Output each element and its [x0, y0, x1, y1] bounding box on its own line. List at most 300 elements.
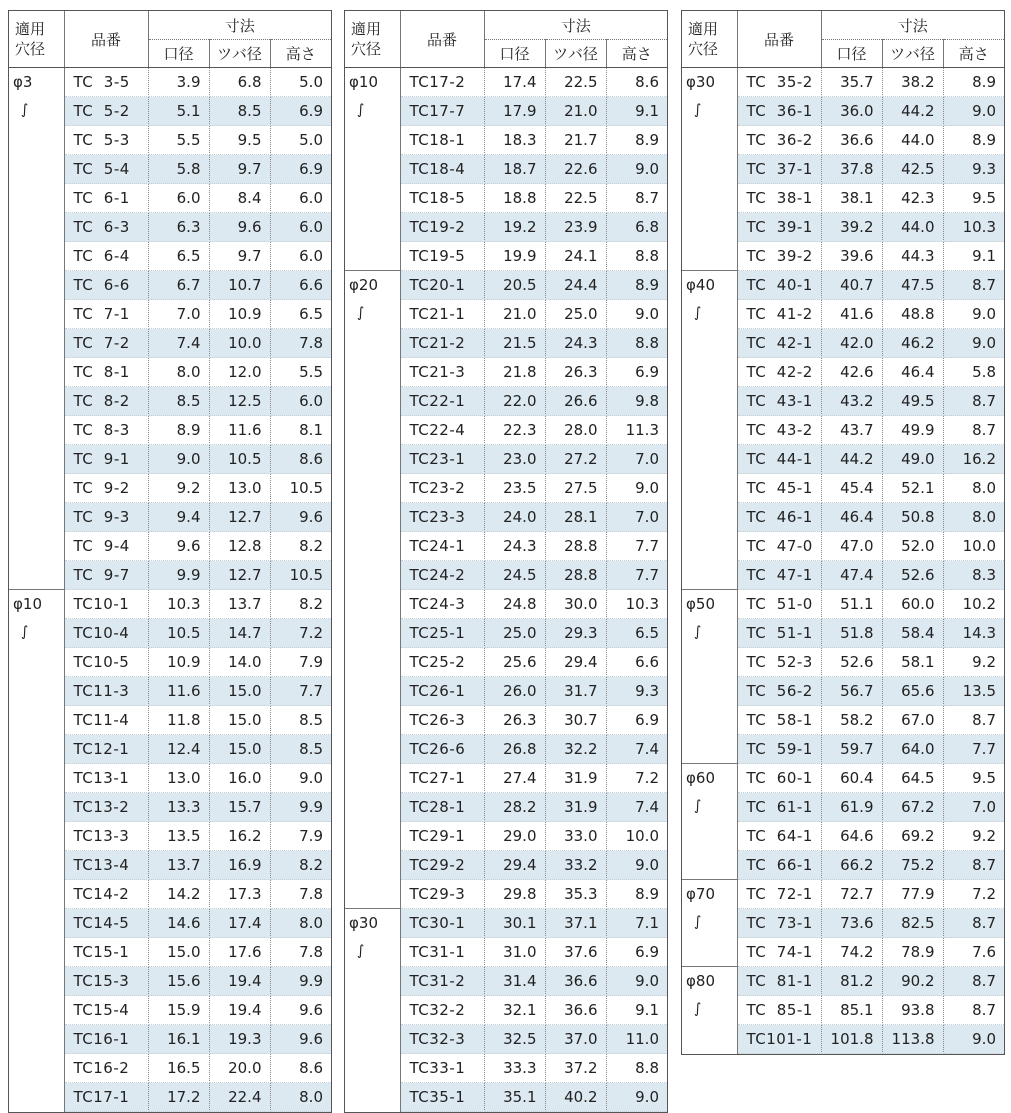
part-number-cell: TC11-4	[64, 706, 148, 735]
flange-diameter-cell: 9.7	[209, 155, 270, 184]
height-cell: 8.6	[606, 68, 667, 97]
mouth-diameter-cell: 18.7	[484, 155, 545, 184]
height-cell: 9.0	[606, 851, 667, 880]
part-number-cell: TC21-2	[400, 329, 484, 358]
height-cell: 10.5	[270, 474, 331, 503]
part-number-cell: TC 35-2	[737, 68, 821, 97]
height-cell: 6.8	[606, 213, 667, 242]
part-number-cell: TC14-5	[64, 909, 148, 938]
mouth-diameter-cell: 58.2	[821, 706, 882, 735]
flange-diameter-cell: 60.0	[882, 590, 943, 619]
hole-diameter-label: φ80	[686, 972, 715, 990]
height-cell: 13.5	[943, 677, 1004, 706]
part-number-cell: TC 61-1	[737, 793, 821, 822]
flange-diameter-cell: 52.6	[882, 561, 943, 590]
flange-diameter-cell: 30.0	[545, 590, 606, 619]
flange-diameter-cell: 28.0	[545, 416, 606, 445]
mouth-diameter-cell: 24.5	[484, 561, 545, 590]
mouth-diameter-cell: 15.9	[148, 996, 209, 1025]
range-mark: ∫	[694, 305, 702, 321]
mouth-diameter-cell: 3.9	[148, 68, 209, 97]
height-cell: 10.0	[943, 532, 1004, 561]
height-cell: 8.0	[270, 1083, 331, 1112]
part-number-cell: TC27-1	[400, 764, 484, 793]
height-cell: 10.2	[943, 590, 1004, 619]
height-cell: 10.3	[943, 213, 1004, 242]
mouth-diameter-cell: 36.6	[821, 126, 882, 155]
flange-diameter-cell: 21.0	[545, 97, 606, 126]
mouth-diameter-cell: 43.7	[821, 416, 882, 445]
height-cell: 10.5	[270, 561, 331, 590]
flange-diameter-cell: 67.0	[882, 706, 943, 735]
part-number-cell: TC 6-6	[64, 271, 148, 300]
height-cell: 7.8	[270, 329, 331, 358]
height-cell: 8.7	[943, 967, 1004, 996]
flange-diameter-cell: 19.3	[209, 1025, 270, 1054]
height-cell: 9.5	[943, 184, 1004, 213]
height-cell: 6.5	[270, 300, 331, 329]
flange-diameter-cell: 28.8	[545, 532, 606, 561]
height-cell: 6.0	[270, 213, 331, 242]
part-number-cell: TC19-2	[400, 213, 484, 242]
height-cell: 9.3	[943, 155, 1004, 184]
spec-table	[345, 11, 667, 1112]
mouth-diameter-cell: 25.6	[484, 648, 545, 677]
part-number-cell: TC29-3	[400, 880, 484, 909]
part-number-cell: TC 8-3	[64, 416, 148, 445]
flange-diameter-cell: 31.9	[545, 793, 606, 822]
height-cell: 8.2	[270, 532, 331, 561]
flange-diameter-cell: 33.2	[545, 851, 606, 880]
height-cell: 9.6	[270, 503, 331, 532]
flange-diameter-cell: 8.5	[209, 97, 270, 126]
flange-diameter-cell: 22.4	[209, 1083, 270, 1112]
flange-diameter-cell: 28.8	[545, 561, 606, 590]
range-mark: ∫	[694, 798, 702, 814]
table-row	[682, 271, 1004, 300]
part-number-cell: TC32-3	[400, 1025, 484, 1054]
height-cell: 6.0	[270, 387, 331, 416]
mouth-diameter-cell: 47.0	[821, 532, 882, 561]
mouth-diameter-cell: 38.1	[821, 184, 882, 213]
mouth-diameter-cell: 66.2	[821, 851, 882, 880]
mouth-diameter-cell: 19.9	[484, 242, 545, 271]
part-number-cell: TC 42-2	[737, 358, 821, 387]
spec-table	[682, 11, 1004, 1054]
mouth-diameter-cell: 22.3	[484, 416, 545, 445]
part-number-cell: TC 43-1	[737, 387, 821, 416]
range-mark: ∫	[21, 102, 29, 118]
height-cell: 9.8	[606, 387, 667, 416]
flange-diameter-cell: 38.2	[882, 68, 943, 97]
flange-diameter-cell: 15.7	[209, 793, 270, 822]
flange-diameter-cell: 64.0	[882, 735, 943, 764]
header-flange-diameter: ツバ径	[882, 40, 943, 68]
flange-diameter-cell: 24.1	[545, 242, 606, 271]
mouth-diameter-cell: 13.3	[148, 793, 209, 822]
mouth-diameter-cell: 28.2	[484, 793, 545, 822]
flange-diameter-cell: 78.9	[882, 938, 943, 967]
header-part-number: 品番	[400, 11, 484, 68]
hole-diameter-group	[682, 967, 737, 1054]
mouth-diameter-cell: 11.6	[148, 677, 209, 706]
mouth-diameter-cell: 18.8	[484, 184, 545, 213]
hole-diameter-group	[682, 764, 737, 880]
height-cell: 6.6	[606, 648, 667, 677]
flange-diameter-cell: 37.1	[545, 909, 606, 938]
part-number-cell: TC14-2	[64, 880, 148, 909]
mouth-diameter-cell: 16.5	[148, 1054, 209, 1083]
mouth-diameter-cell: 52.6	[821, 648, 882, 677]
part-number-cell: TC 46-1	[737, 503, 821, 532]
flange-diameter-cell: 23.9	[545, 213, 606, 242]
mouth-diameter-cell: 40.7	[821, 271, 882, 300]
part-number-cell: TC35-1	[400, 1083, 484, 1112]
mouth-diameter-cell: 11.8	[148, 706, 209, 735]
header-part-number: 品番	[64, 11, 148, 68]
flange-diameter-cell: 20.0	[209, 1054, 270, 1083]
mouth-diameter-cell: 61.9	[821, 793, 882, 822]
part-number-cell: TC 9-3	[64, 503, 148, 532]
part-number-cell: TC 81-1	[737, 967, 821, 996]
flange-diameter-cell: 75.2	[882, 851, 943, 880]
part-number-cell: TC 8-1	[64, 358, 148, 387]
mouth-diameter-cell: 10.9	[148, 648, 209, 677]
mouth-diameter-cell: 19.2	[484, 213, 545, 242]
mouth-diameter-cell: 9.6	[148, 532, 209, 561]
flange-diameter-cell: 24.3	[545, 329, 606, 358]
hole-diameter-group	[682, 68, 737, 271]
flange-diameter-cell: 37.0	[545, 1025, 606, 1054]
height-cell: 9.0	[943, 97, 1004, 126]
flange-diameter-cell: 30.7	[545, 706, 606, 735]
flange-diameter-cell: 9.5	[209, 126, 270, 155]
range-mark: ∫	[694, 102, 702, 118]
flange-diameter-cell: 12.0	[209, 358, 270, 387]
mouth-diameter-cell: 30.1	[484, 909, 545, 938]
height-cell: 8.7	[943, 706, 1004, 735]
flange-diameter-cell: 52.1	[882, 474, 943, 503]
height-cell: 8.8	[606, 329, 667, 358]
part-number-cell: TC 58-1	[737, 706, 821, 735]
part-number-cell: TC 9-1	[64, 445, 148, 474]
height-cell: 7.6	[943, 938, 1004, 967]
mouth-diameter-cell: 12.4	[148, 735, 209, 764]
part-number-cell: TC19-5	[400, 242, 484, 271]
range-mark: ∫	[694, 914, 702, 930]
height-cell: 9.0	[606, 1083, 667, 1112]
mouth-diameter-cell: 36.0	[821, 97, 882, 126]
height-cell: 8.2	[270, 851, 331, 880]
part-number-cell: TC18-1	[400, 126, 484, 155]
part-number-cell: TC15-1	[64, 938, 148, 967]
mouth-diameter-cell: 20.5	[484, 271, 545, 300]
height-cell: 8.2	[270, 590, 331, 619]
height-cell: 7.4	[606, 793, 667, 822]
range-mark: ∫	[357, 305, 365, 321]
mouth-diameter-cell: 101.8	[821, 1025, 882, 1054]
flange-diameter-cell: 16.2	[209, 822, 270, 851]
mouth-diameter-cell: 9.4	[148, 503, 209, 532]
height-cell: 11.3	[606, 416, 667, 445]
part-number-cell: TC 42-1	[737, 329, 821, 358]
part-number-cell: TC 5-3	[64, 126, 148, 155]
height-cell: 7.2	[606, 764, 667, 793]
mouth-diameter-cell: 26.8	[484, 735, 545, 764]
height-cell: 7.4	[606, 735, 667, 764]
mouth-diameter-cell: 8.9	[148, 416, 209, 445]
height-cell: 9.6	[270, 1025, 331, 1054]
height-cell: 7.9	[270, 822, 331, 851]
height-cell: 8.0	[943, 474, 1004, 503]
flange-diameter-cell: 31.7	[545, 677, 606, 706]
flange-diameter-cell: 16.9	[209, 851, 270, 880]
mouth-diameter-cell: 23.5	[484, 474, 545, 503]
height-cell: 8.5	[270, 735, 331, 764]
flange-diameter-cell: 26.3	[545, 358, 606, 387]
height-cell: 7.9	[270, 648, 331, 677]
part-number-cell: TC 9-7	[64, 561, 148, 590]
height-cell: 8.7	[943, 387, 1004, 416]
mouth-diameter-cell: 29.0	[484, 822, 545, 851]
flange-diameter-cell: 14.0	[209, 648, 270, 677]
part-number-cell: TC21-3	[400, 358, 484, 387]
flange-diameter-cell: 90.2	[882, 967, 943, 996]
height-cell: 9.0	[606, 474, 667, 503]
mouth-diameter-cell: 15.0	[148, 938, 209, 967]
height-cell: 6.5	[606, 619, 667, 648]
flange-diameter-cell: 9.6	[209, 213, 270, 242]
height-cell: 8.8	[606, 1054, 667, 1083]
flange-diameter-cell: 28.1	[545, 503, 606, 532]
mouth-diameter-cell: 39.6	[821, 242, 882, 271]
mouth-diameter-cell: 10.3	[148, 590, 209, 619]
part-number-cell: TC 9-4	[64, 532, 148, 561]
mouth-diameter-cell: 16.1	[148, 1025, 209, 1054]
mouth-diameter-cell: 17.4	[484, 68, 545, 97]
mouth-diameter-cell: 23.0	[484, 445, 545, 474]
part-number-cell: TC 60-1	[737, 764, 821, 793]
height-cell: 9.3	[606, 677, 667, 706]
part-number-cell: TC32-2	[400, 996, 484, 1025]
mouth-diameter-cell: 35.7	[821, 68, 882, 97]
mouth-diameter-cell: 24.3	[484, 532, 545, 561]
mouth-diameter-cell: 14.6	[148, 909, 209, 938]
part-number-cell: TC31-1	[400, 938, 484, 967]
range-mark: ∫	[21, 624, 29, 640]
mouth-diameter-cell: 5.8	[148, 155, 209, 184]
part-number-cell: TC10-5	[64, 648, 148, 677]
height-cell: 9.1	[943, 242, 1004, 271]
part-number-cell: TC 45-1	[737, 474, 821, 503]
flange-diameter-cell: 50.8	[882, 503, 943, 532]
part-number-cell: TC30-1	[400, 909, 484, 938]
part-number-cell: TC 5-2	[64, 97, 148, 126]
height-cell: 8.7	[606, 184, 667, 213]
mouth-diameter-cell: 6.7	[148, 271, 209, 300]
hole-diameter-label: φ60	[686, 769, 715, 787]
height-cell: 8.7	[943, 996, 1004, 1025]
table-row	[682, 764, 1004, 793]
height-cell: 7.7	[270, 677, 331, 706]
mouth-diameter-cell: 45.4	[821, 474, 882, 503]
part-number-cell: TC 36-1	[737, 97, 821, 126]
flange-diameter-cell: 64.5	[882, 764, 943, 793]
height-cell: 8.7	[943, 851, 1004, 880]
part-number-cell: TC 41-2	[737, 300, 821, 329]
flange-diameter-cell: 44.3	[882, 242, 943, 271]
part-number-cell: TC28-1	[400, 793, 484, 822]
part-number-cell: TC 37-1	[737, 155, 821, 184]
height-cell: 9.0	[270, 764, 331, 793]
table-row	[345, 909, 667, 938]
mouth-diameter-cell: 21.5	[484, 329, 545, 358]
part-number-cell: TC 36-2	[737, 126, 821, 155]
part-number-cell: TC 6-4	[64, 242, 148, 271]
part-number-cell: TC25-1	[400, 619, 484, 648]
spec-table-panel-1	[8, 10, 332, 1113]
height-cell: 7.0	[606, 503, 667, 532]
height-cell: 9.0	[606, 155, 667, 184]
flange-diameter-cell: 11.6	[209, 416, 270, 445]
height-cell: 8.7	[943, 909, 1004, 938]
flange-diameter-cell: 49.5	[882, 387, 943, 416]
hole-diameter-group	[9, 590, 64, 1112]
part-number-cell: TC 6-3	[64, 213, 148, 242]
part-number-cell: TC 38-1	[737, 184, 821, 213]
part-number-cell: TC29-1	[400, 822, 484, 851]
part-number-cell: TC 6-1	[64, 184, 148, 213]
part-number-cell: TC 40-1	[737, 271, 821, 300]
part-number-cell: TC 59-1	[737, 735, 821, 764]
part-number-cell: TC18-5	[400, 184, 484, 213]
flange-diameter-cell: 33.0	[545, 822, 606, 851]
mouth-diameter-cell: 29.8	[484, 880, 545, 909]
mouth-diameter-cell: 44.2	[821, 445, 882, 474]
range-mark: ∫	[694, 1001, 702, 1017]
part-number-cell: TC 9-2	[64, 474, 148, 503]
part-number-cell: TC17-7	[400, 97, 484, 126]
part-number-cell: TC13-3	[64, 822, 148, 851]
header-mouth-diameter: 口径	[484, 40, 545, 68]
mouth-diameter-cell: 9.2	[148, 474, 209, 503]
flange-diameter-cell: 15.0	[209, 677, 270, 706]
mouth-diameter-cell: 42.6	[821, 358, 882, 387]
mouth-diameter-cell: 17.2	[148, 1083, 209, 1112]
part-number-cell: TC29-2	[400, 851, 484, 880]
mouth-diameter-cell: 56.7	[821, 677, 882, 706]
height-cell: 5.0	[270, 126, 331, 155]
height-cell: 7.7	[943, 735, 1004, 764]
height-cell: 8.9	[606, 126, 667, 155]
part-number-cell: TC26-3	[400, 706, 484, 735]
flange-diameter-cell: 93.8	[882, 996, 943, 1025]
hole-diameter-label: φ10	[13, 595, 42, 613]
table-row	[682, 68, 1004, 97]
part-number-cell: TC26-1	[400, 677, 484, 706]
mouth-diameter-cell: 43.2	[821, 387, 882, 416]
header-hole-diameter: 適用 穴径	[682, 11, 737, 68]
flange-diameter-cell: 10.0	[209, 329, 270, 358]
part-number-cell: TC 7-2	[64, 329, 148, 358]
hole-diameter-label: φ3	[13, 73, 33, 91]
flange-diameter-cell: 17.6	[209, 938, 270, 967]
hole-diameter-group	[682, 880, 737, 967]
flange-diameter-cell: 49.9	[882, 416, 943, 445]
table-row	[682, 880, 1004, 909]
part-number-cell: TC11-3	[64, 677, 148, 706]
flange-diameter-cell: 21.7	[545, 126, 606, 155]
height-cell: 6.9	[606, 938, 667, 967]
part-number-cell: TC 85-1	[737, 996, 821, 1025]
flange-diameter-cell: 14.7	[209, 619, 270, 648]
height-cell: 7.2	[270, 619, 331, 648]
flange-diameter-cell: 25.0	[545, 300, 606, 329]
flange-diameter-cell: 44.0	[882, 213, 943, 242]
header-mouth-diameter: 口径	[821, 40, 882, 68]
part-number-cell: TC 43-2	[737, 416, 821, 445]
mouth-diameter-cell: 21.8	[484, 358, 545, 387]
flange-diameter-cell: 24.4	[545, 271, 606, 300]
height-cell: 6.0	[270, 184, 331, 213]
flange-diameter-cell: 12.7	[209, 561, 270, 590]
height-cell: 9.9	[270, 967, 331, 996]
hole-diameter-group	[682, 590, 737, 764]
height-cell: 9.2	[943, 822, 1004, 851]
height-cell: 14.3	[943, 619, 1004, 648]
height-cell: 6.9	[606, 706, 667, 735]
flange-diameter-cell: 12.5	[209, 387, 270, 416]
flange-diameter-cell: 10.5	[209, 445, 270, 474]
mouth-diameter-cell: 46.4	[821, 503, 882, 532]
flange-diameter-cell: 19.4	[209, 996, 270, 1025]
flange-diameter-cell: 29.4	[545, 648, 606, 677]
flange-diameter-cell: 9.7	[209, 242, 270, 271]
mouth-diameter-cell: 37.8	[821, 155, 882, 184]
mouth-diameter-cell: 8.0	[148, 358, 209, 387]
spec-table-panel-2	[344, 10, 668, 1113]
height-cell: 9.0	[943, 300, 1004, 329]
table-row	[9, 590, 331, 619]
flange-diameter-cell: 69.2	[882, 822, 943, 851]
flange-diameter-cell: 42.5	[882, 155, 943, 184]
hole-diameter-label: φ10	[349, 73, 378, 91]
mouth-diameter-cell: 51.8	[821, 619, 882, 648]
part-number-cell: TC16-2	[64, 1054, 148, 1083]
height-cell: 8.3	[943, 561, 1004, 590]
header-height: 高さ	[606, 40, 667, 68]
height-cell: 8.9	[943, 126, 1004, 155]
height-cell: 6.9	[270, 155, 331, 184]
mouth-diameter-cell: 13.0	[148, 764, 209, 793]
part-number-cell: TC22-1	[400, 387, 484, 416]
mouth-diameter-cell: 9.0	[148, 445, 209, 474]
flange-diameter-cell: 77.9	[882, 880, 943, 909]
flange-diameter-cell: 65.6	[882, 677, 943, 706]
mouth-diameter-cell: 72.7	[821, 880, 882, 909]
part-number-cell: TC 5-4	[64, 155, 148, 184]
flange-diameter-cell: 58.4	[882, 619, 943, 648]
header-dimensions: 寸法	[148, 11, 331, 40]
flange-diameter-cell: 32.2	[545, 735, 606, 764]
flange-diameter-cell: 17.3	[209, 880, 270, 909]
flange-diameter-cell: 22.6	[545, 155, 606, 184]
header-hole-diameter: 適用 穴径	[345, 11, 400, 68]
flange-diameter-cell: 37.2	[545, 1054, 606, 1083]
header-mouth-diameter: 口径	[148, 40, 209, 68]
mouth-diameter-cell: 21.0	[484, 300, 545, 329]
flange-diameter-cell: 27.2	[545, 445, 606, 474]
